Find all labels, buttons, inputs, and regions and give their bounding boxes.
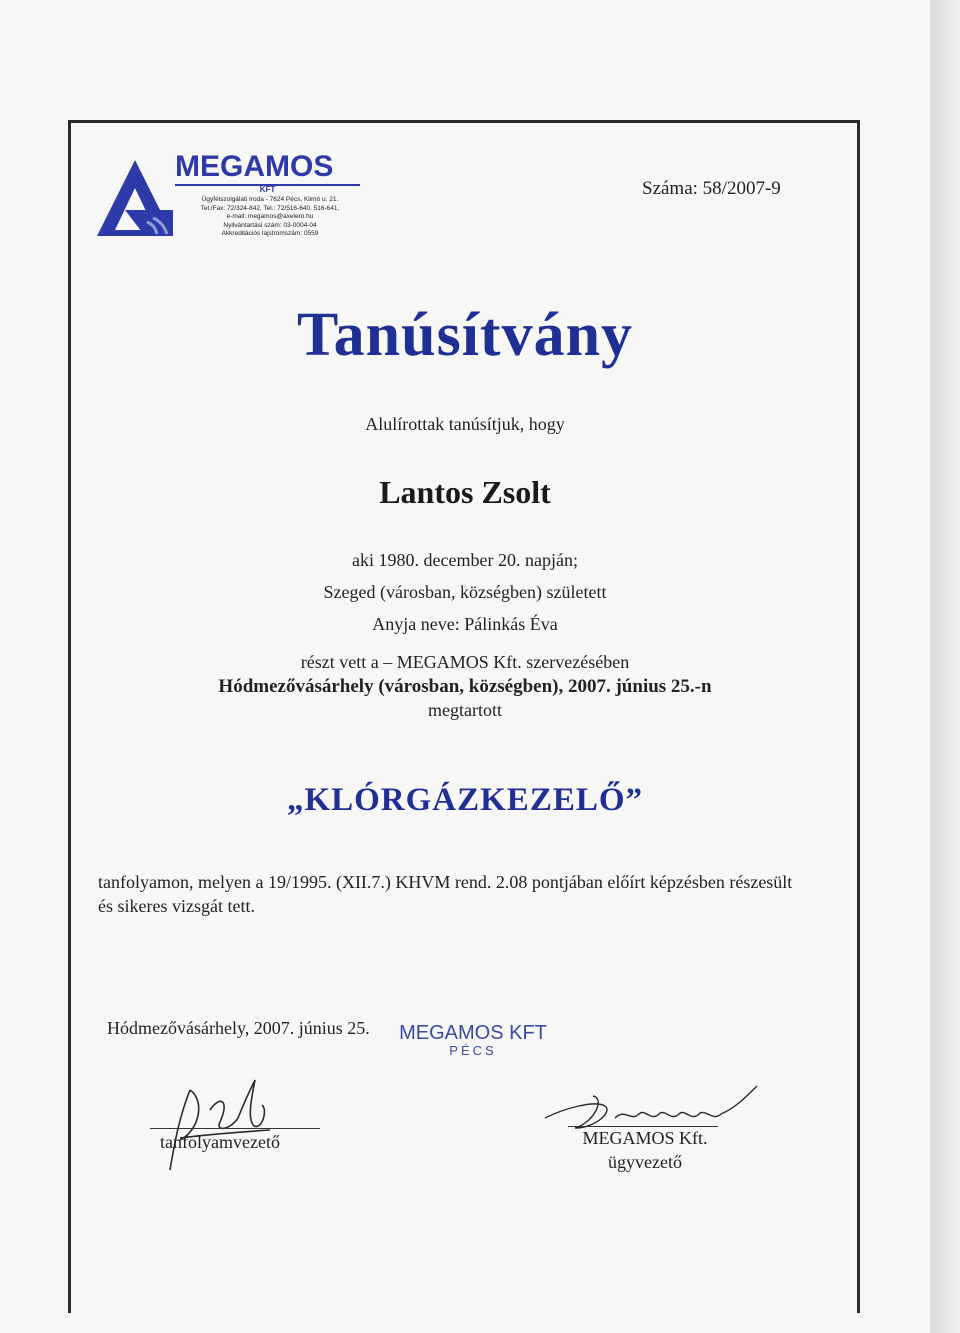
logo-wordmark: MEGAMOS	[175, 150, 334, 183]
logo-info-line: Akkreditációs lajstromszám: 0559	[221, 230, 319, 238]
scan-edge	[930, 0, 960, 1333]
director-role: ügyvezető	[608, 1152, 682, 1172]
megamos-logo	[95, 150, 365, 250]
course-leader-signature	[150, 1060, 350, 1180]
stamp-city: PÉCS	[449, 1043, 497, 1058]
place-and-date: Hódmezővásárhely, 2007. június 25.	[107, 1018, 370, 1038]
recipient-name: Lantos Zsolt	[379, 474, 551, 510]
logo-info-line: Nyilvántartási szám: 03-0004-04	[223, 221, 317, 229]
logo-subtitle: KFT	[175, 184, 360, 194]
logo-info-line: e-mail: megamos@axelero.hu	[226, 213, 314, 221]
director-company: MEGAMOS Kft.	[582, 1128, 708, 1148]
stamp-company: MEGAMOS KFT	[399, 1022, 547, 1044]
certificate-number: Száma: 58/2007-9	[642, 178, 781, 199]
course-place-date: Hódmezővásárhely (városban, községben), 2007. június 25.-n	[218, 676, 712, 697]
course-name: „KLÓRGÁZKEZELŐ”	[286, 782, 644, 818]
mother-name: Anyja neve: Pálinkás Éva	[372, 614, 558, 634]
birth-date: aki 1980. december 20. napján;	[352, 550, 578, 570]
participation-text: részt vett a – MEGAMOS Kft. szervezésében	[300, 652, 630, 672]
statement-line: és sikeres vizsgát tett.	[98, 896, 255, 916]
page-title: Tanúsítvány	[296, 301, 634, 369]
statement-paragraph	[98, 870, 838, 918]
company-stamp	[388, 1022, 558, 1058]
course-leader-role: tanfolyamvezető	[160, 1132, 280, 1152]
logo-mountain-icon	[95, 158, 175, 238]
logo-info-line: Tel./Fax: 72/324-842, Tel.: 72/516-640, 516-641,	[200, 204, 340, 212]
birth-place: Szeged (városban, községben) született	[323, 582, 607, 602]
director-block	[565, 1126, 725, 1174]
statement-line: tanfolyamon, melyen a 19/1995. (XII.7.) KHVM rend. 2.08 pontjában előírt képzésben részesült	[98, 872, 793, 892]
held-text: megtartott	[428, 700, 502, 720]
logo-contact-info	[175, 196, 365, 239]
intro-text: Alulírottak tanúsítjuk, hogy	[365, 414, 565, 434]
signature-line-left	[150, 1128, 320, 1129]
logo-info-line: Ügyfélszolgálati Iroda - 7624 Pécs, Klimó u. 21.	[201, 196, 339, 203]
